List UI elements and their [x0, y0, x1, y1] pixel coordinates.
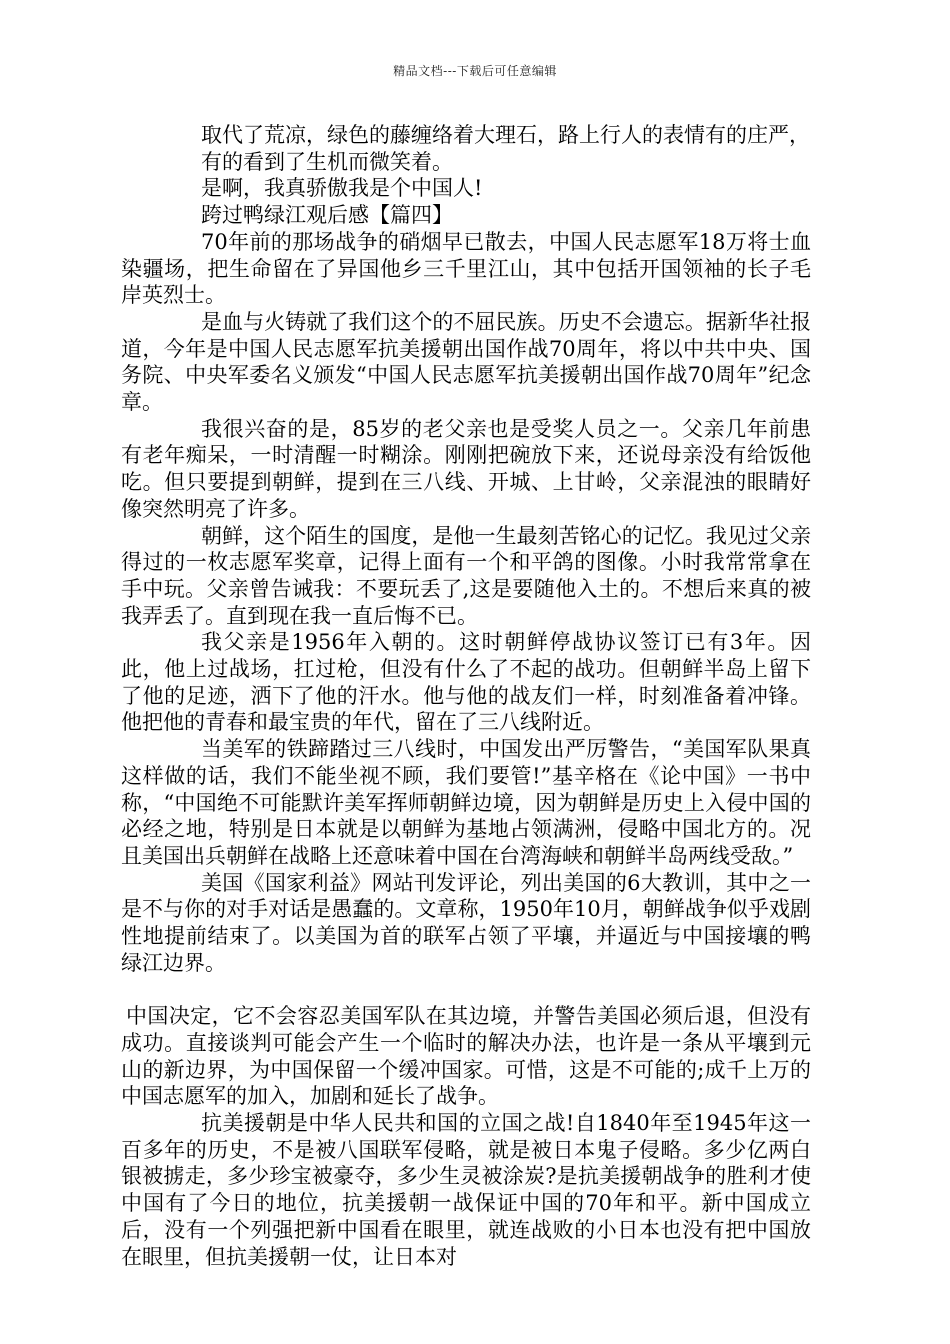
- paragraph: 我父亲是1956年入朝的。这时朝鲜停战协议签订已有3年。因此，他上过战场，扛过枪，但没有什么了不起的战功。但朝鲜半岛上留下了他的足迹，洒下了他的汗水。他与他的战友们一样，时刻准备着冲锋。他把他的青春和最宝贵的年代，留在了三八线附近。: [121, 630, 811, 735]
- paragraph: 朝鲜，这个陌生的国度，是他一生最刻苦铭心的记忆。我见过父亲得过的一枚志愿军奖章，记得上面有一个和平鸽的图像。小时我常常拿在手中玩。父亲曾告诫我：不要玩丢了,这是要随他入土的。不想后来真的被我弄丢了。直到现在我一直后悔不已。: [121, 523, 811, 628]
- paragraph: 抗美援朝是中华人民共和国的立国之战!自1840年至1945年这一百多年的历史，不是被八国联军侵略，就是被日本鬼子侵略。多少亿两白银被掳走，多少珍宝被豪夺，多少生灵被涂炭?是抗美援朝战争的胜利才使中国有了今日的地位，抗美援朝一战保证中国的70年和平。新中国成立后，没有一个列强把新中国看在眼里，就连战败的小日本也没有把中国放在眼里，但抗美援朝一仗，让日本对: [121, 1111, 811, 1269]
- paragraph: 当美军的铁蹄踏过三八线时，中国发出严厉警告，“美国军队果真这样做的话，我们不能坐视不顾，我们要管!”基辛格在《论中国》一书中称，“中国绝不可能默许美军挥师朝鲜边境，因为朝鲜是历史上入侵中国的必经之地，特别是日本就是以朝鲜为基地占领满洲，侵略中国北方的。况且美国出兵朝鲜在战略上还意味着中国在台湾海峡和朝鲜半岛两线受敌。”: [121, 737, 811, 868]
- page-header: 精品文档---下载后可任意编辑: [393, 64, 557, 78]
- paragraph: 70年前的那场战争的硝烟早已散去，中国人民志愿军18万将士血染疆场，把生命留在了异国他乡三千里江山，其中包括开国领袖的长子毛岸英烈士。: [121, 229, 811, 308]
- paragraph: 我很兴奋的是，85岁的老父亲也是受奖人员之一。父亲几年前患有老年痴呆，一时清醒一时糊涂。刚刚把碗放下来，还说母亲没有给饭他吃。但只要提到朝鲜，提到在三八线、开城、上甘岭，父亲混浊的眼睛好像突然明亮了许多。: [121, 416, 811, 521]
- paragraph: 是血与火铸就了我们这个的不屈民族。历史不会遗忘。据新华社报道，今年是中国人民志愿军抗美援朝出国作战70周年，将以中共中央、国务院、中央军委名义颁发“中国人民志愿军抗美援朝出国作战70周年”纪念章。: [121, 309, 811, 415]
- document-body: [121, 122, 811, 1270]
- paragraph: 美国《国家利益》网站刊发评论，列出美国的6大教训，其中之一是不与你的对手对话是愚蠢的。文章称，1950年10月，朝鲜战争似乎戏剧性地提前结束了。以美国为首的联军占领了平壤，并逼近与中国接壤的鸭绿江边界。: [121, 870, 811, 975]
- blank-line: [121, 977, 811, 1004]
- paragraph: 是啊，我真骄傲我是个中国人!: [201, 176, 483, 201]
- paragraph: 跨过鸭绿江观后感【篇四】: [201, 203, 453, 228]
- paragraph: 中国决定，它不会容忍美国军队在其边境，并警告美国必须后退，但没有成功。直接谈判可能会产生一个临时的解决办法，也许是一条从平壤到元山的新边界，为中国保留一个缓冲国家。可惜，这是不可能的;成千上万的中国志愿军的加入，加剧和延长了战争。: [121, 1004, 811, 1109]
- paragraph: 取代了荒凉，绿色的藤缠络着大理石，路上行人的表情有的庄严，有的看到了生机而微笑着。: [201, 123, 810, 174]
